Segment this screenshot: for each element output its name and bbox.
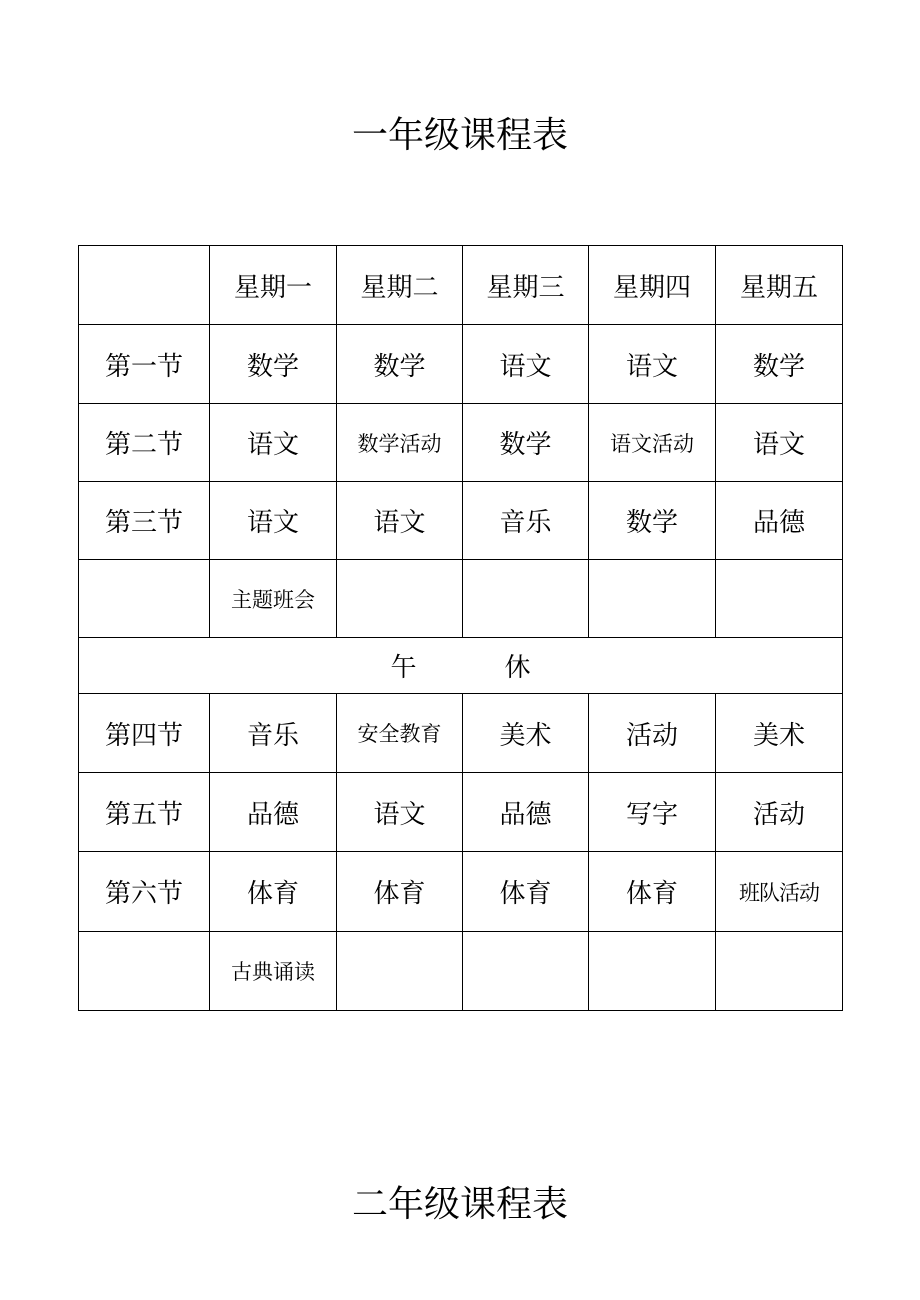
class-cell [589, 932, 716, 1011]
lunch-break-row [79, 638, 843, 694]
period-label [79, 932, 210, 1011]
class-cell: 语文 [337, 773, 463, 852]
period-label: 第三节 [79, 482, 210, 560]
lunch-break-cell [79, 638, 843, 694]
class-cell: 美术 [716, 694, 843, 773]
day-header: 星期一 [210, 246, 337, 325]
class-cell: 语文 [716, 404, 843, 482]
lunch-label-part1: 午 [390, 653, 417, 683]
class-cell: 品德 [716, 482, 843, 560]
class-cell: 数学 [337, 325, 463, 404]
class-cell: 数学 [589, 482, 716, 560]
class-cell: 音乐 [463, 482, 589, 560]
table-row [79, 482, 843, 560]
class-cell: 语文活动 [589, 404, 716, 482]
table-row [79, 560, 843, 638]
class-cell: 体育 [589, 852, 716, 932]
class-cell: 数学 [716, 325, 843, 404]
class-cell: 音乐 [210, 694, 337, 773]
period-label: 第六节 [79, 852, 210, 932]
table-row [79, 773, 843, 852]
table-row [79, 932, 843, 1011]
class-cell: 品德 [210, 773, 337, 852]
table-header-row [79, 246, 843, 325]
class-cell: 数学 [463, 404, 589, 482]
class-cell: 活动 [716, 773, 843, 852]
class-cell: 安全教育 [337, 694, 463, 773]
day-header: 星期五 [716, 246, 843, 325]
class-cell [337, 932, 463, 1011]
class-cell: 语文 [337, 482, 463, 560]
class-cell: 语文 [463, 325, 589, 404]
lunch-label-part2: 休 [504, 653, 531, 683]
class-cell: 美术 [463, 694, 589, 773]
class-cell: 古典诵读 [210, 932, 337, 1011]
class-cell [463, 560, 589, 638]
class-cell: 写字 [589, 773, 716, 852]
class-cell: 品德 [463, 773, 589, 852]
class-cell [337, 560, 463, 638]
header-corner-cell [79, 246, 210, 325]
day-header: 星期二 [337, 246, 463, 325]
class-cell: 语文 [210, 404, 337, 482]
class-cell: 数学活动 [337, 404, 463, 482]
class-cell: 主题班会 [210, 560, 337, 638]
class-cell: 语文 [210, 482, 337, 560]
class-cell: 活动 [589, 694, 716, 773]
table-row [79, 325, 843, 404]
schedule-table-grade1 [78, 245, 843, 1011]
table-row [79, 852, 843, 932]
table-row [79, 404, 843, 482]
class-cell: 体育 [210, 852, 337, 932]
class-cell: 体育 [463, 852, 589, 932]
class-cell: 体育 [337, 852, 463, 932]
page-title-grade1: 一年级课程表 [351, 115, 568, 156]
class-cell: 语文 [589, 325, 716, 404]
period-label: 第一节 [79, 325, 210, 404]
day-header: 星期三 [463, 246, 589, 325]
period-label [79, 560, 210, 638]
day-header: 星期四 [589, 246, 716, 325]
period-label: 第五节 [79, 773, 210, 852]
class-cell: 班队活动 [716, 852, 843, 932]
period-label: 第四节 [79, 694, 210, 773]
class-cell [589, 560, 716, 638]
table-row [79, 694, 843, 773]
period-label: 第二节 [79, 404, 210, 482]
class-cell: 数学 [210, 325, 337, 404]
page-title-grade2: 二年级课程表 [351, 1184, 568, 1225]
class-cell [716, 560, 843, 638]
class-cell [716, 932, 843, 1011]
class-cell [463, 932, 589, 1011]
